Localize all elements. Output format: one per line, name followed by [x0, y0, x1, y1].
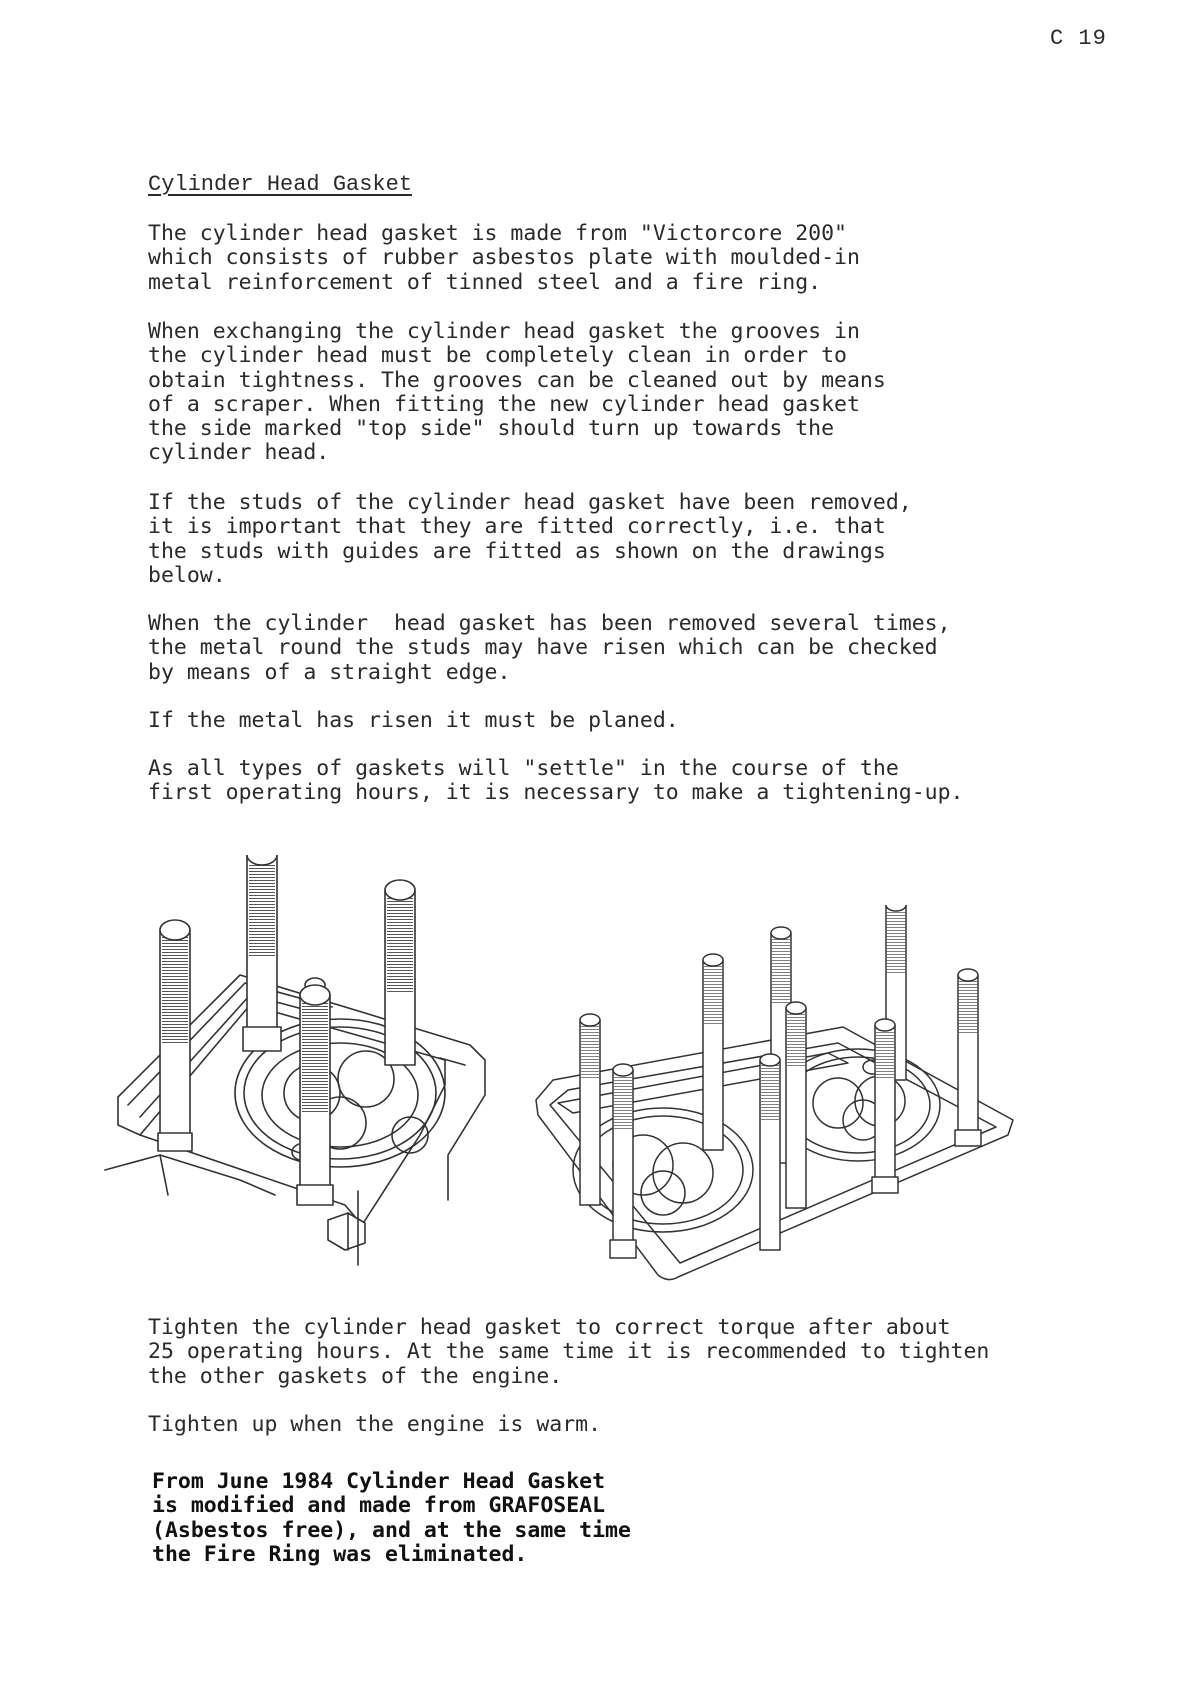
paragraph-torque: Tighten the cylinder head gasket to correct torque after about 25 operating hours. At the same time it is recommended to tighten the other gaskets of the engine.	[148, 1315, 990, 1389]
paragraph-studs: If the studs of the cylinder head gasket have been removed, it is important that they are fitted correctly, i.e. that the studs with guides are fitted as shown on the drawings below.	[148, 490, 912, 588]
section-heading: Cylinder Head Gasket	[148, 172, 413, 197]
paragraph-settle: As all types of gaskets will "settle" in the course of the first operating hours, it is necessary to make a tightening-up.	[148, 756, 964, 806]
paragraph-exchanging: When exchanging the cylinder head gasket the grooves in the cylinder head must be completely clean in order to obtain tightness. The grooves can be cleaned out by means of a scraper. When fitting the new cylinder head gasket the side marked "top side" should turn up towards the cylinder head.	[148, 319, 886, 466]
twin-cylinder-block-studs-drawing	[528, 905, 1028, 1290]
page-number: C 19	[1050, 26, 1107, 51]
paragraph-warm: Tighten up when the engine is warm.	[148, 1412, 602, 1437]
grafoseal-note: From June 1984 Cylinder Head Gasket is modified and made from GRAFOSEAL (Asbestos free), and at the same time the Fire Ring was eliminated.	[152, 1469, 631, 1567]
single-cylinder-head-studs-drawing	[100, 855, 500, 1295]
paragraph-material: The cylinder head gasket is made from "Victorcore 200" which consists of rubber asbestos plate with moulded-in metal reinforcement of tinned steel and a fire ring.	[148, 221, 860, 295]
paragraph-metal-risen-check: When the cylinder head gasket has been removed several times, the metal round the studs may have risen which can be checked by means of a straight edge.	[148, 611, 951, 685]
paragraph-planed: If the metal has risen it must be planed.	[148, 708, 679, 733]
